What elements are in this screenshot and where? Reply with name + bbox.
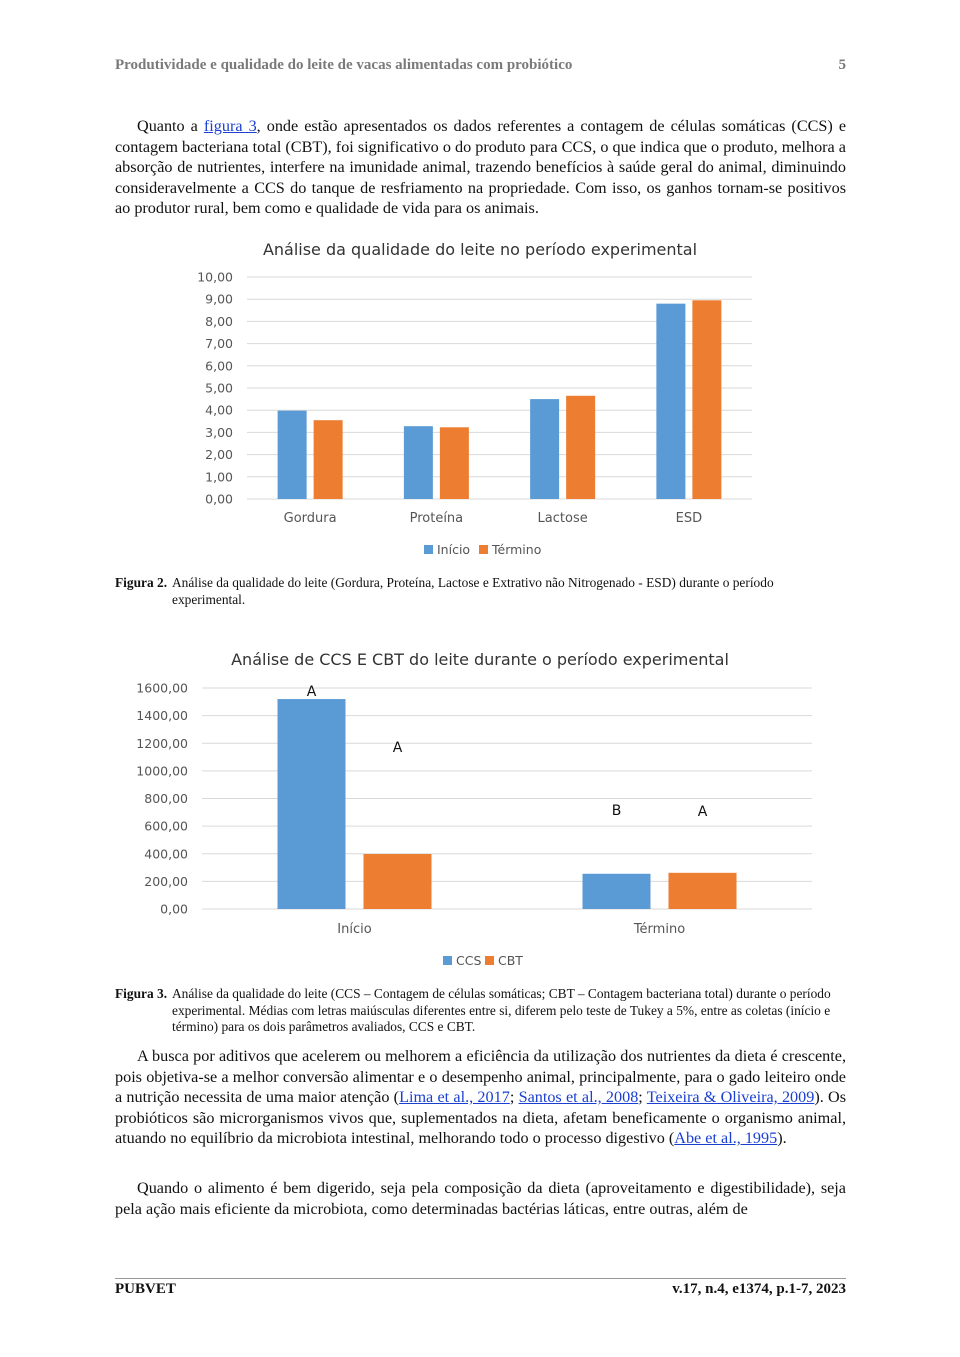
paragraph1-post: , onde estão apresentados os dados referentes a contagem de células somáticas (CCS) e contagem bacteriana total (CBT), foi significativo o do produto para CCS, o que indica que o produto, melhora a absorção de nutrientes, interfere na imunidade animal, trazendo benefícios à saúde geral do animal, diminuindo consideravelmente a CCS do tanque de resfriamento na propriedade. Com isso, os ganhos tornam-se positivos ao produtor rural, bem como e qualidade de vida para os animais. xyxy=(115,117,847,217)
paragraph-digestion xyxy=(115,1178,846,1219)
chart-title: Análise de CCS E CBT do leite durante o período experimental xyxy=(231,650,729,669)
legend-label: Início xyxy=(437,542,471,557)
page-footer xyxy=(115,1281,846,1298)
paragraph2-text-1: A busca por aditivos que acelerem ou melhorem a eficiência da utilização dos nutrientes da dieta é crescente, pois objetiva-se a melhor conversão alimentar e o desempenho animal, principalmente, para o gado leiteiro onde a nutrição necessita de uma maior atenção ( xyxy=(115,1047,846,1106)
bar-início-lactose xyxy=(530,399,559,499)
y-tick-label: 1000,00 xyxy=(136,763,188,779)
y-tick-label: 10,00 xyxy=(197,269,233,285)
paragraph2-sep-1: ; xyxy=(509,1088,519,1106)
y-tick-label: 800,00 xyxy=(144,791,188,806)
figure3-link[interactable]: figura 3 xyxy=(203,117,257,135)
figure3-label: Figura 3. xyxy=(115,986,168,1001)
y-tick-label: 1200,00 xyxy=(136,735,188,751)
journal-citation: v.17, n.4, e1374, p.1-7, 2023 xyxy=(672,1281,846,1297)
figure2-caption-text: Análise da qualidade do leite (Gordura, Proteína, Lactose e Extrativo não Nitrogenado - ESD) durante o período experimental. xyxy=(172,575,774,607)
bar-início-proteína xyxy=(404,426,433,499)
running-title: Produtividade e qualidade do leite de vacas alimentadas com probiótico xyxy=(115,57,573,73)
journal-name: PUBVET xyxy=(115,1281,176,1297)
paragraph3-text: Quando o alimento é bem digerido, seja pela composição da dieta (aproveitamento e digestibilidade), seja pela ação mais eficiente da microbiota, como determinadas bactérias láticas, entre outras, além de xyxy=(115,1179,846,1218)
bar-ccs-término xyxy=(583,874,651,909)
x-category-label: Início xyxy=(337,922,372,937)
bar-término-proteína xyxy=(440,427,469,499)
bar-cbt-início xyxy=(364,854,432,909)
y-tick-label: 8,00 xyxy=(205,313,233,329)
y-tick-label: 0,00 xyxy=(205,491,233,507)
x-category-label: Gordura xyxy=(283,511,337,526)
bar-início-gordura xyxy=(278,411,307,499)
legend-swatch xyxy=(424,545,433,554)
ref-lima-2017[interactable]: Lima et al., 2017 xyxy=(399,1088,510,1106)
y-tick-label: 200,00 xyxy=(144,873,188,889)
y-tick-label: 1,00 xyxy=(205,469,233,485)
ref-santos-2008[interactable]: Santos et al., 2008 xyxy=(518,1088,639,1106)
paragraph2-sep-2: ; xyxy=(638,1088,647,1106)
significance-letter: A xyxy=(697,804,708,820)
y-tick-label: 2,00 xyxy=(205,447,233,463)
significance-letter: B xyxy=(611,803,622,819)
bar-início-esd xyxy=(656,304,685,499)
y-tick-label: 9,00 xyxy=(205,291,233,307)
significance-letter: A xyxy=(306,684,317,700)
paragraph-additives xyxy=(115,1046,846,1149)
paragraph-figure3-discussion xyxy=(115,116,846,219)
figure2-label: Figura 2. xyxy=(115,575,168,590)
y-tick-label: 6,00 xyxy=(205,358,233,374)
page-number: 5 xyxy=(838,57,846,73)
x-category-label: Lactose xyxy=(537,511,588,526)
milk-quality-chart xyxy=(0,232,960,572)
legend-label: CCS xyxy=(456,953,482,968)
chart-title: Análise da qualidade do leite no período experimental xyxy=(262,240,698,259)
legend-swatch xyxy=(479,545,488,554)
bar-cbt-término xyxy=(669,873,737,909)
y-tick-label: 600,00 xyxy=(144,818,188,834)
y-tick-label: 5,00 xyxy=(205,380,233,396)
x-category-label: Término xyxy=(633,922,686,937)
ccs-cbt-chart xyxy=(0,640,960,980)
figure3-caption xyxy=(115,986,846,1036)
y-tick-label: 3,00 xyxy=(205,424,233,440)
y-tick-label: 1600,00 xyxy=(136,680,188,696)
legend-swatch xyxy=(443,956,452,965)
running-header xyxy=(115,57,846,74)
figure3-caption-text: Análise da qualidade do leite (CCS – Contagem de células somáticas; CBT – Contagem bacteriana total) durante o período experimental. Médias com letras maiúsculas diferentes entre si, diferem pelo teste de Tukey a 5%, entre as coletas (início e término) para os dois parâmetros avaliados, CCS e CBT. xyxy=(172,986,831,1035)
y-tick-label: 4,00 xyxy=(205,402,233,418)
x-category-label: ESD xyxy=(675,511,703,526)
bar-ccs-início xyxy=(278,699,346,909)
footer-divider xyxy=(115,1278,846,1279)
y-tick-label: 400,00 xyxy=(144,846,188,862)
ref-abe-1995[interactable]: Abe et al., 1995 xyxy=(674,1129,778,1147)
paragraph2-text-3: ). xyxy=(777,1129,787,1147)
ref-teixeira-2009[interactable]: Teixeira & Oliveira, 2009 xyxy=(646,1088,815,1106)
legend-label: Término xyxy=(492,542,542,557)
paragraph1-pre: Quanto a xyxy=(137,117,204,135)
bar-término-esd xyxy=(692,300,721,499)
paragraph2-text-2: ). Os probióticos são microrganismos vivos que, suplementados na dieta, afetam beneficamente o organismo animal, atuando no equilíbrio da microbiota intestinal, melhorando todo o processo digestivo ( xyxy=(115,1088,846,1147)
significance-letter: A xyxy=(392,740,403,756)
y-tick-label: 7,00 xyxy=(205,336,233,352)
y-tick-label: 1400,00 xyxy=(136,708,188,724)
bar-término-lactose xyxy=(566,396,595,499)
legend-label: CBT xyxy=(498,953,523,968)
legend-swatch xyxy=(485,956,494,965)
y-tick-label: 0,00 xyxy=(160,901,188,917)
bar-término-gordura xyxy=(314,420,343,499)
x-category-label: Proteína xyxy=(409,511,464,526)
figure2-caption xyxy=(115,575,846,608)
